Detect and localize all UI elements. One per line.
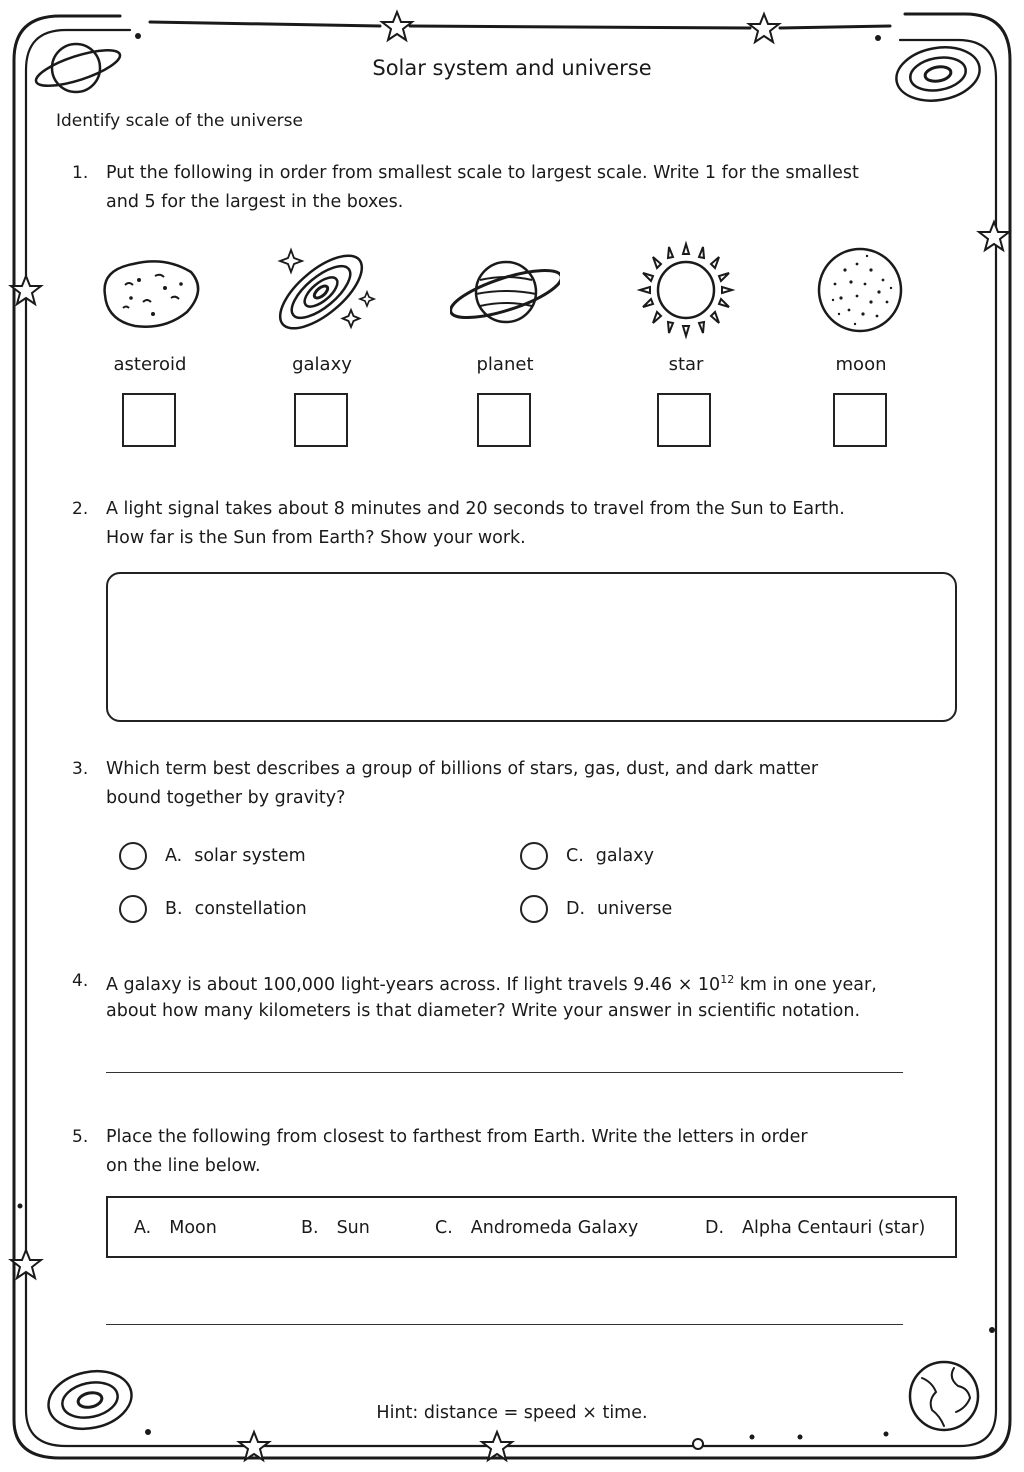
q1-answer-box-planet[interactable] xyxy=(477,393,531,447)
radio-circle[interactable] xyxy=(520,842,548,870)
item-letter: A. xyxy=(134,1218,152,1238)
q5-text-line1: Place the following from closest to farthest from Earth. Write the letters in order xyxy=(106,1127,808,1147)
q1-answer-box-star[interactable] xyxy=(657,393,711,447)
q5-text xyxy=(106,1123,916,1181)
option-text: solar system xyxy=(194,846,306,866)
q5-item-a xyxy=(134,1218,217,1238)
item-letter: C. xyxy=(435,1218,453,1238)
q4-answer-line[interactable] xyxy=(106,1072,903,1073)
q3-option-d[interactable] xyxy=(520,895,672,923)
item-text: Sun xyxy=(336,1218,370,1238)
q3-option-a[interactable] xyxy=(119,842,306,870)
item-text: Moon xyxy=(169,1218,217,1238)
page-title: Solar system and universe xyxy=(372,56,652,80)
option-text: galaxy xyxy=(595,846,654,866)
moon-icon xyxy=(805,240,915,340)
option-letter: A. xyxy=(165,846,183,866)
q1-label-asteroid: asteroid xyxy=(113,354,187,375)
q3-option-c[interactable] xyxy=(520,842,654,870)
q5-items-box xyxy=(106,1196,957,1258)
q1-text xyxy=(106,159,916,217)
q4-text-line1 xyxy=(106,967,946,998)
q4-text-line1-b: km in one year, xyxy=(734,974,877,995)
star-icon xyxy=(631,240,741,340)
option-letter: B. xyxy=(165,899,183,919)
q5-number: 5. xyxy=(72,1127,89,1147)
option-letter: D. xyxy=(566,899,586,919)
q3-option-b[interactable] xyxy=(119,895,307,923)
radio-circle[interactable] xyxy=(119,842,147,870)
q2-text xyxy=(106,495,916,553)
q3-text-line1: Which term best describes a group of billions of stars, gas, dust, and dark matter xyxy=(106,759,819,779)
q5-text-line2: on the line below. xyxy=(106,1156,261,1176)
q1-label-star: star xyxy=(668,354,704,375)
q1-label-galaxy: galaxy xyxy=(292,354,352,375)
q2-text-line2: How far is the Sun from Earth? Show your work. xyxy=(106,528,526,548)
q1-answer-box-moon[interactable] xyxy=(833,393,887,447)
q1-text-line1: Put the following in order from smallest scale to largest scale. Write 1 for the smallest xyxy=(106,163,859,183)
q5-item-b xyxy=(301,1218,370,1238)
q3-text xyxy=(106,755,916,813)
option-text: constellation xyxy=(194,899,307,919)
q5-answer-line[interactable] xyxy=(106,1324,903,1325)
planet-icon xyxy=(450,240,560,340)
q4-text xyxy=(106,967,946,1024)
radio-circle[interactable] xyxy=(119,895,147,923)
item-letter: D. xyxy=(705,1218,725,1238)
option-letter: C. xyxy=(566,846,584,866)
q4-exponent: 12 xyxy=(720,973,735,986)
item-text: Alpha Centauri (star) xyxy=(742,1218,926,1238)
q4-text-line2: about how many kilometers is that diameter? Write your answer in scientific notation. xyxy=(106,1000,861,1021)
q2-answer-area[interactable] xyxy=(106,572,957,722)
q4-number: 4. xyxy=(72,971,89,991)
q5-item-c xyxy=(435,1218,638,1238)
radio-circle[interactable] xyxy=(520,895,548,923)
q1-number: 1. xyxy=(72,163,89,183)
q1-answer-box-asteroid[interactable] xyxy=(122,393,176,447)
item-text: Andromeda Galaxy xyxy=(470,1218,639,1238)
hint-text: Hint: distance = speed × time. xyxy=(376,1403,648,1423)
q3-number: 3. xyxy=(72,759,89,779)
asteroid-icon xyxy=(95,240,205,340)
q1-answer-box-galaxy[interactable] xyxy=(294,393,348,447)
q3-text-line2: bound together by gravity? xyxy=(106,788,346,808)
galaxy-icon xyxy=(267,240,377,340)
item-letter: B. xyxy=(301,1218,319,1238)
option-text: universe xyxy=(597,899,673,919)
section-subtitle: Identify scale of the universe xyxy=(56,111,303,131)
q1-label-moon: moon xyxy=(835,354,887,375)
q2-number: 2. xyxy=(72,499,89,519)
q1-text-line2: and 5 for the largest in the boxes. xyxy=(106,192,404,212)
q1-label-planet: planet xyxy=(476,354,534,375)
q4-text-line1-a: A galaxy is about 100,000 light-years across. If light travels 9.46 × 10 xyxy=(106,974,721,995)
q2-text-line1: A light signal takes about 8 minutes and 20 seconds to travel from the Sun to Earth. xyxy=(106,499,845,519)
q5-item-d xyxy=(705,1218,925,1238)
